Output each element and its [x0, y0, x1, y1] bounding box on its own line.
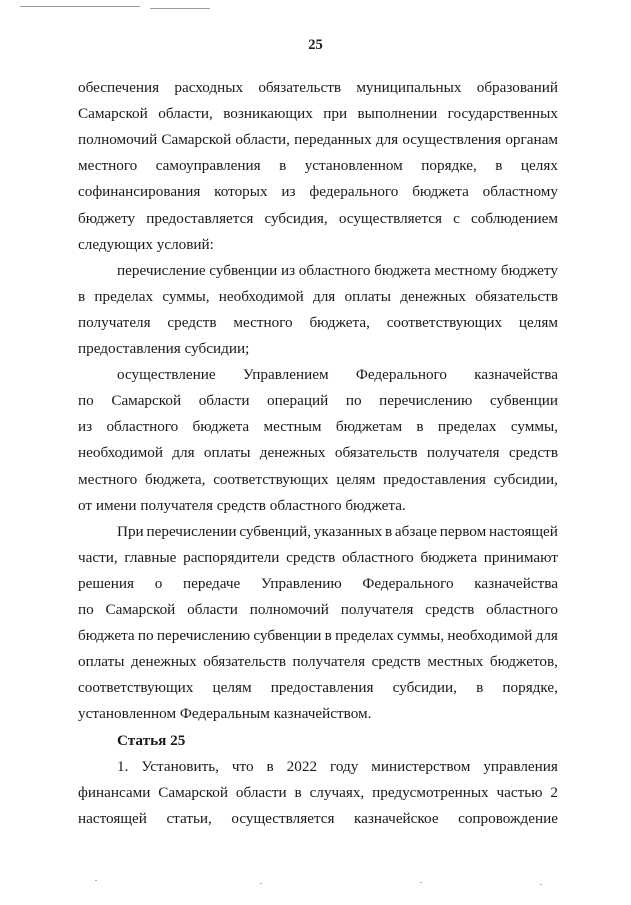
word: пределах — [335, 627, 394, 645]
word: бюджета — [412, 183, 469, 201]
word: муниципальных — [356, 79, 462, 96]
text-line — [78, 287, 558, 307]
scan-artifact — [540, 884, 542, 885]
word: расходных — [174, 79, 244, 96]
word: порядке, — [421, 157, 477, 175]
word: предоставления — [383, 470, 486, 488]
word: самоуправления — [155, 157, 261, 175]
word: принимают — [483, 548, 558, 566]
word: необходимой — [218, 287, 304, 305]
word: сопровождение — [458, 809, 558, 827]
text-line — [78, 783, 558, 803]
word: бюджету — [78, 209, 136, 227]
word: частью — [496, 783, 543, 801]
text-line — [78, 104, 558, 124]
word: в — [294, 783, 302, 801]
word: абзаце — [394, 522, 437, 540]
word: казначейства — [474, 366, 558, 384]
word: с — [453, 209, 460, 227]
word: выполнении — [357, 105, 438, 123]
word: суммы, — [510, 418, 558, 436]
word: по — [78, 392, 94, 410]
word: необходимой — [78, 444, 163, 462]
word: в — [78, 287, 86, 305]
text-line — [78, 182, 558, 202]
word: из — [280, 261, 296, 279]
word: пределах — [437, 418, 497, 436]
word: году — [330, 757, 359, 775]
word: Установить, — [141, 757, 219, 775]
word: что — [231, 757, 254, 775]
word: целям — [336, 470, 376, 488]
word: области — [235, 783, 287, 801]
word: осуществляется — [231, 809, 335, 827]
word: 2022 — [286, 757, 318, 775]
word: бюджетам — [335, 418, 403, 436]
word: предусмотренных — [372, 783, 489, 801]
word: первом — [439, 522, 487, 540]
text-line — [78, 391, 558, 411]
text-line: предоставления субсидии; — [78, 340, 250, 357]
word: по — [345, 392, 362, 410]
word: о — [154, 574, 163, 592]
scan-artifact — [20, 6, 140, 7]
word: получателя — [426, 444, 500, 462]
word: бюджету — [500, 261, 558, 279]
text-line — [78, 470, 558, 490]
word: получателя — [340, 601, 414, 618]
word: полномочий — [249, 601, 329, 618]
word: оплаты — [344, 287, 392, 305]
word: местного — [233, 313, 293, 331]
text-line — [78, 678, 558, 698]
word: обязательств — [203, 653, 287, 671]
text-line — [78, 548, 558, 568]
word: распорядители — [183, 548, 280, 566]
word: в — [476, 679, 484, 697]
word: указанных — [313, 522, 383, 540]
word: перечисление — [117, 261, 206, 279]
word: обязательств — [475, 287, 558, 305]
text-line — [78, 809, 558, 829]
word: которых — [214, 183, 268, 201]
word: местного — [78, 470, 138, 488]
text-line: от имени получателя средств областного бюджета. — [78, 496, 406, 514]
text-line: установленном Федеральным казначейством. — [78, 705, 372, 723]
word: в — [384, 522, 393, 540]
text-line — [78, 600, 558, 620]
word: при — [323, 105, 348, 123]
word: субсидия, — [264, 209, 328, 227]
word: министерством — [371, 757, 471, 775]
word: порядке, — [502, 679, 558, 697]
word: средств — [371, 653, 421, 671]
word: суммы, — [396, 627, 445, 645]
word: денежных — [400, 287, 467, 305]
word: по — [78, 601, 94, 618]
word: в — [495, 157, 503, 175]
page-number: 25 — [308, 37, 323, 53]
word: получателя — [78, 313, 151, 331]
word: местным — [263, 418, 322, 436]
scan-artifact — [260, 883, 262, 884]
word: соответствующих — [78, 679, 194, 697]
word: Самарской — [158, 783, 229, 801]
word: образований — [476, 79, 558, 96]
text-line — [78, 130, 558, 150]
word: субвенции — [209, 261, 278, 279]
text-line — [117, 261, 558, 281]
word: перечислении — [146, 522, 237, 540]
word: Управлению — [260, 574, 342, 592]
word: области, — [158, 105, 213, 123]
word: пределах — [94, 287, 154, 305]
word: целях — [520, 157, 558, 175]
text-line — [78, 652, 558, 672]
word: 1. — [117, 757, 129, 775]
word: бюджета — [420, 548, 478, 566]
word: местного — [78, 157, 138, 175]
word: соответствующих — [213, 470, 329, 488]
word: бюджета — [374, 261, 431, 279]
word: субвенции — [489, 392, 558, 410]
text-line — [78, 443, 558, 463]
word: соответствующих — [386, 313, 503, 331]
text-line — [78, 313, 558, 333]
word: области — [187, 601, 238, 618]
word: бюджета, — [309, 313, 370, 331]
word: целям — [212, 679, 252, 697]
text-line — [78, 78, 558, 98]
word: казначейское — [354, 809, 439, 827]
word: субвенции — [253, 627, 322, 645]
word: местному — [434, 261, 498, 279]
word: необходимой — [447, 627, 533, 645]
word: Самарской — [111, 392, 182, 410]
word: При — [117, 522, 144, 540]
word: из — [78, 418, 93, 436]
word: федерального — [309, 183, 399, 201]
word: Управлением — [242, 366, 329, 384]
word: получателя — [292, 653, 366, 671]
scan-artifact — [95, 880, 97, 881]
word: осуществление — [117, 366, 216, 384]
word: Федерального — [362, 574, 454, 592]
text-line — [78, 209, 558, 229]
word: предоставляется — [146, 209, 254, 227]
word: органам — [505, 131, 558, 149]
word: главные — [124, 548, 177, 566]
word: для — [312, 287, 336, 305]
article-heading: Статья 25 — [117, 731, 186, 749]
word: в — [279, 157, 287, 175]
text-line — [78, 417, 558, 437]
word: целям — [518, 313, 558, 331]
word: настоящей — [489, 522, 558, 540]
word: средств — [508, 444, 558, 462]
word: перечислению — [156, 627, 251, 645]
word: части, — [78, 548, 118, 566]
word: оплаты — [203, 444, 251, 462]
word: передаче — [182, 574, 241, 592]
word: по — [137, 627, 154, 645]
word: бюджета — [192, 418, 250, 436]
word: субвенций, — [239, 522, 312, 540]
word: Федерального — [355, 366, 447, 384]
word: государственных — [447, 105, 558, 123]
word: из — [281, 183, 296, 201]
word: соблюдением — [471, 209, 558, 227]
word: средств — [425, 601, 475, 618]
word: областного — [486, 601, 558, 618]
text-line — [78, 574, 558, 594]
word: случаях, — [309, 783, 365, 801]
word: бюджета — [78, 627, 135, 645]
word: денежных — [259, 444, 326, 462]
word: областного — [341, 548, 414, 566]
word: областного — [298, 261, 371, 279]
word: в — [324, 627, 332, 645]
scan-artifact — [150, 8, 210, 9]
text-line — [78, 156, 558, 176]
word: обязательств — [258, 79, 342, 96]
word: 2 — [550, 783, 558, 801]
word: финансами — [78, 783, 151, 801]
word: обеспечения — [78, 79, 160, 96]
word: бюджета, — [145, 470, 206, 488]
word: управления — [483, 757, 558, 775]
word: суммы, — [162, 287, 210, 305]
word: областному — [482, 183, 558, 201]
word: областного — [106, 418, 179, 436]
word: полномочий — [78, 131, 158, 149]
word: Самарской — [105, 601, 176, 618]
word: предоставления — [270, 679, 374, 697]
word: казначейства — [474, 574, 558, 592]
text-line — [117, 757, 558, 777]
word: Самарской — [78, 105, 148, 123]
word: оплаты — [78, 653, 125, 671]
text-line — [78, 626, 558, 646]
word: Самарской — [161, 131, 232, 149]
word: для — [535, 627, 558, 645]
word: осуществляется — [338, 209, 442, 227]
text-line — [117, 365, 558, 385]
word: области — [198, 392, 250, 410]
word: решения — [78, 574, 135, 592]
word: бюджетов, — [489, 653, 558, 671]
word: в — [416, 418, 424, 436]
word: местных — [427, 653, 484, 671]
word: статьи, — [166, 809, 212, 827]
word: осуществления — [402, 131, 502, 149]
word: переданных — [294, 131, 372, 149]
word: настоящей — [78, 809, 147, 827]
word: субсидии, — [392, 679, 457, 697]
text-line: следующих условий: — [78, 235, 214, 253]
word: в — [266, 757, 274, 775]
word: области, — [235, 131, 290, 149]
word: для — [172, 444, 195, 462]
word: перечислению — [379, 392, 473, 410]
text-line — [117, 522, 558, 542]
word: операций — [267, 392, 329, 410]
word: средств — [286, 548, 336, 566]
word: возникающих — [223, 105, 313, 123]
word: средств — [167, 313, 217, 331]
scan-artifact — [420, 882, 422, 883]
word: денежных — [131, 653, 197, 671]
word: для — [375, 131, 399, 149]
word: обязательств — [334, 444, 418, 462]
word: софинансирования — [78, 183, 201, 201]
word: установленном — [304, 157, 403, 175]
word: субсидии, — [493, 470, 558, 488]
